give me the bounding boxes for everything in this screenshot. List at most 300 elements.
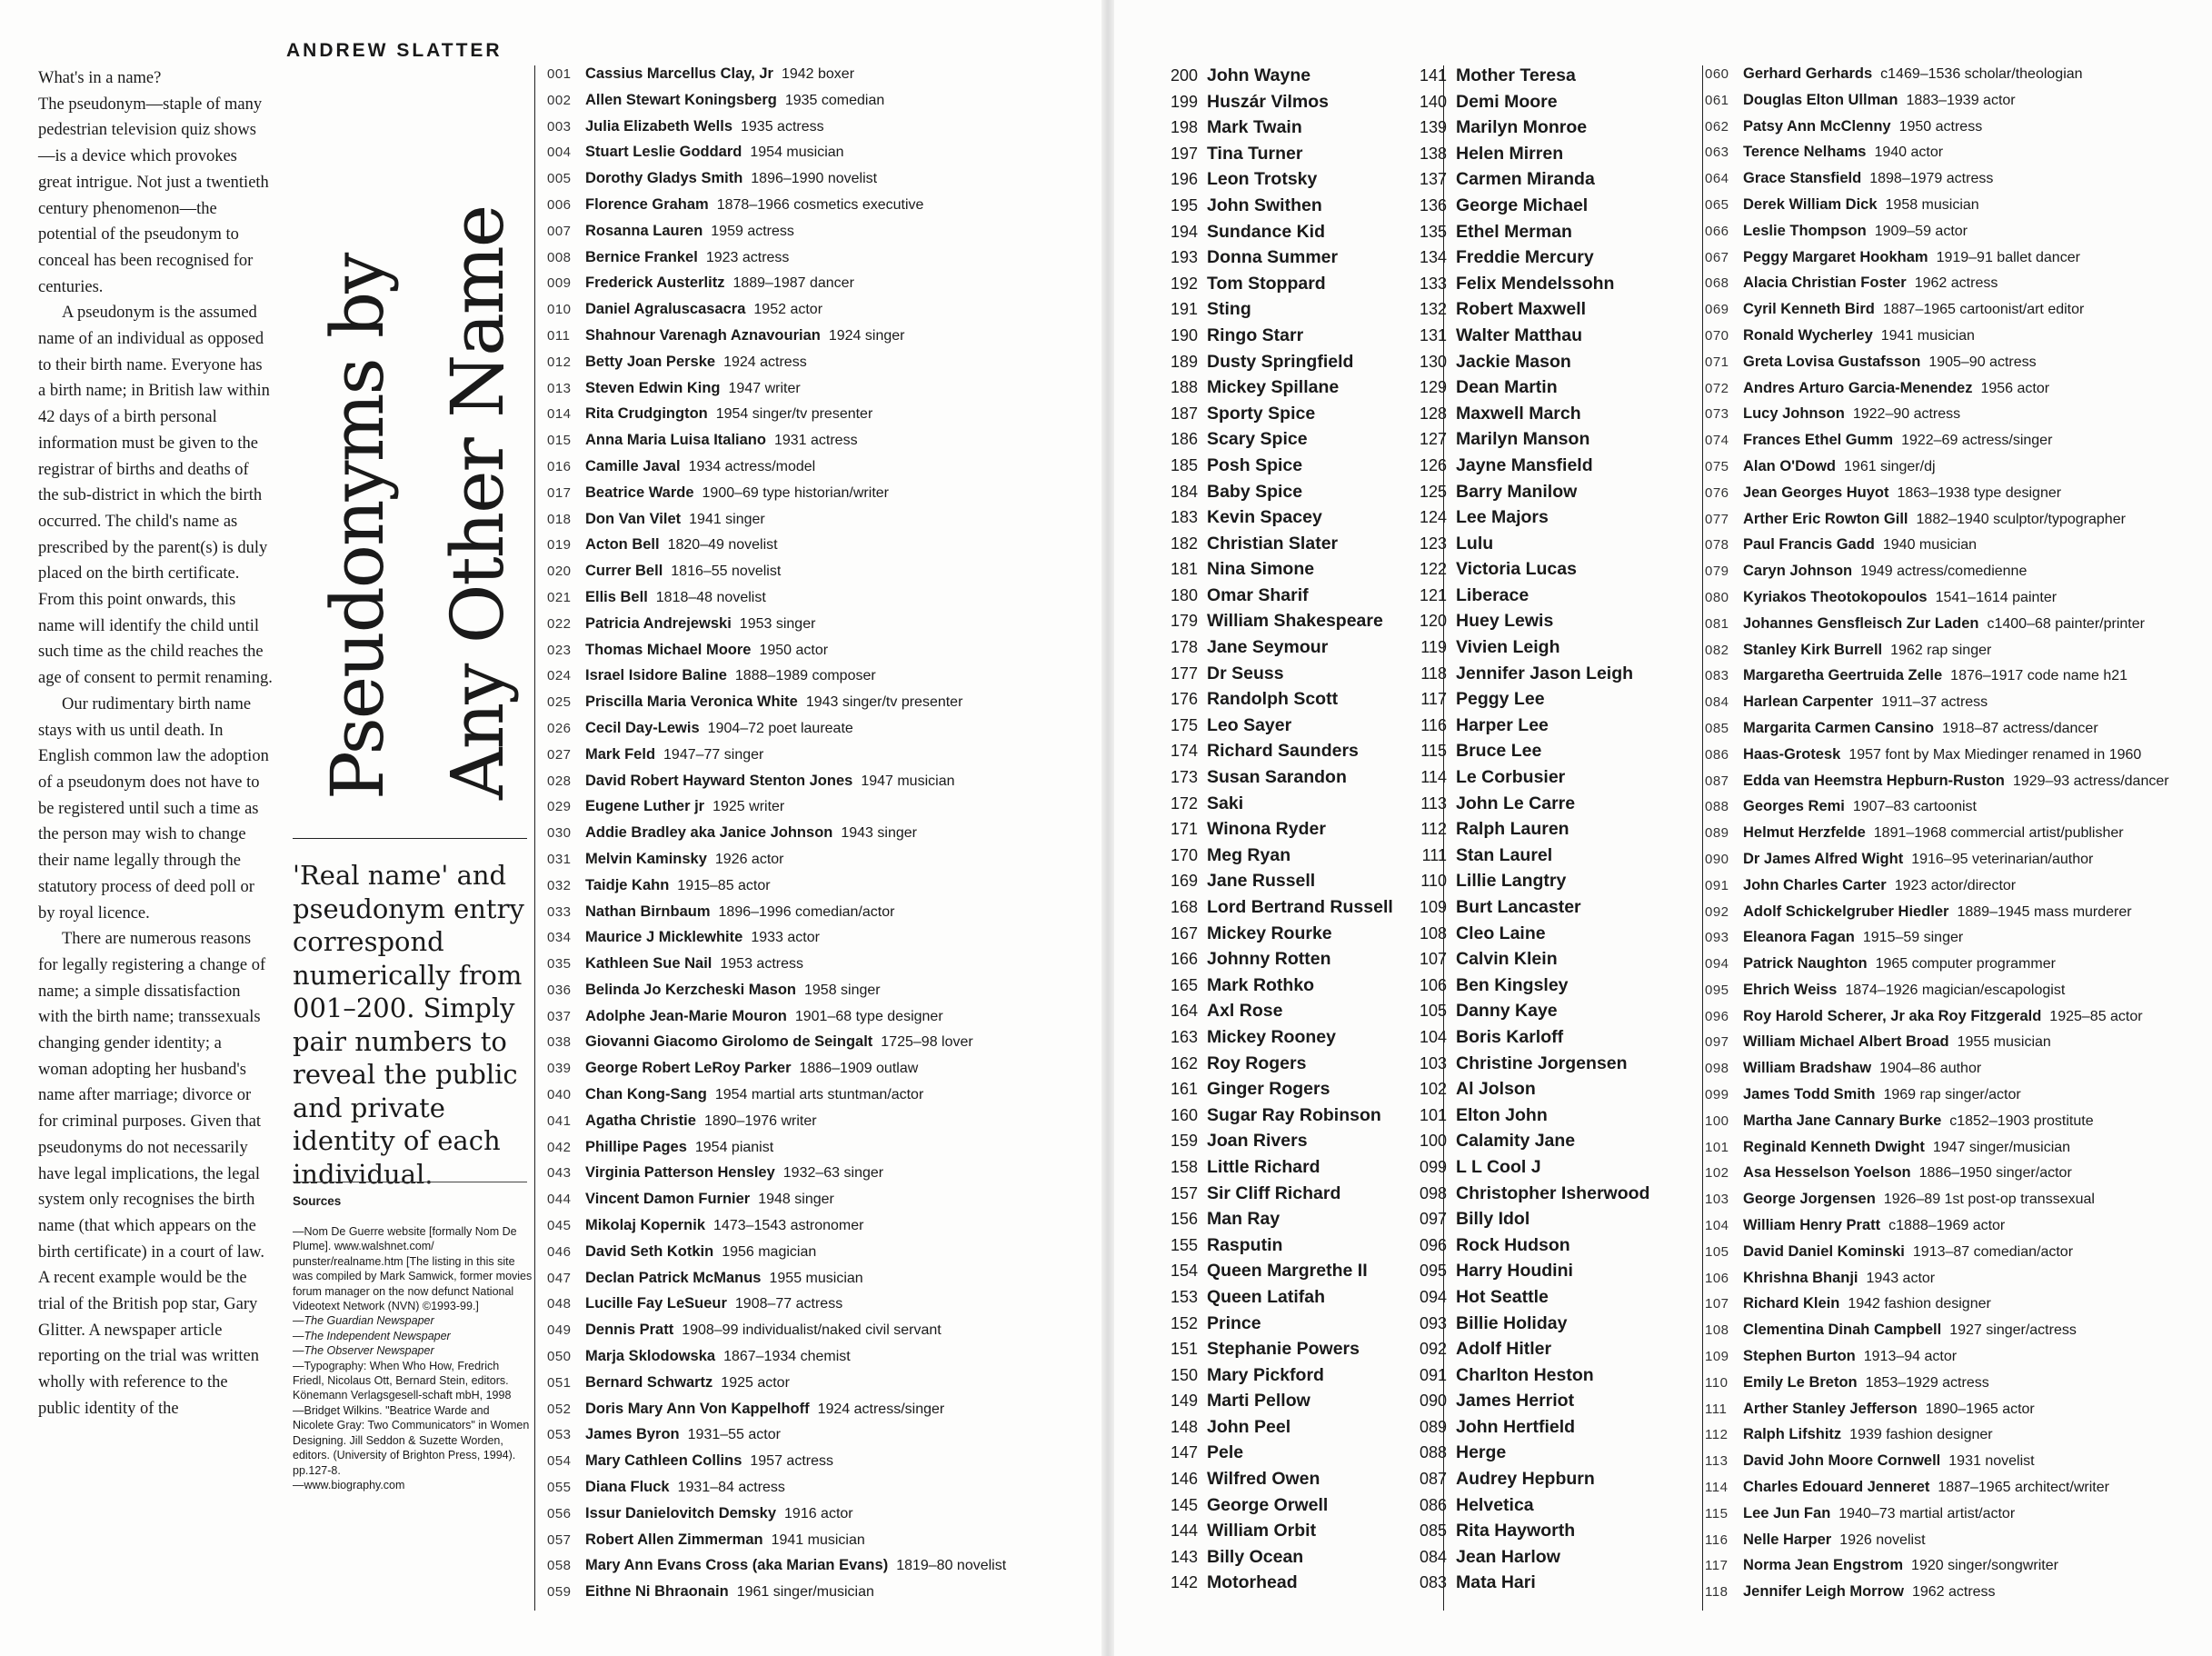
entry-number: 110 xyxy=(1420,872,1447,891)
entry-description: 1956 magician xyxy=(722,1243,817,1260)
pseudonyms-list-a xyxy=(1161,65,1393,1599)
entry-number: 140 xyxy=(1419,92,1447,111)
divider xyxy=(293,838,527,839)
entry-number: 028 xyxy=(547,773,572,789)
entry-number: 089 xyxy=(1419,1417,1447,1436)
entry-name: Pele xyxy=(1207,1442,1244,1463)
entry-description: 1915–85 actor xyxy=(677,877,771,893)
real-name-entry xyxy=(547,1243,1006,1270)
entry-number: 116 xyxy=(1705,1531,1729,1548)
entry-name: Marilyn Monroe xyxy=(1456,117,1588,138)
entry-name: Rock Hudson xyxy=(1456,1234,1570,1255)
entry-name: Jayne Mansfield xyxy=(1456,454,1593,475)
entry-description: 1950 actor xyxy=(759,642,829,658)
entry-number: 157 xyxy=(1170,1183,1198,1202)
entry-name: Dusty Springfield xyxy=(1207,351,1354,372)
pseudonym-entry xyxy=(1410,715,1649,742)
entry-number: 017 xyxy=(547,484,572,501)
entry-description: 1901–68 type designer xyxy=(794,1008,943,1024)
entry-name: Mickey Spillane xyxy=(1207,377,1340,398)
entry-number: 088 xyxy=(1705,799,1729,815)
pseudonym-entry xyxy=(1161,715,1393,742)
entry-name: Adolf Schickelgruber Hiedler xyxy=(1743,903,1949,920)
entry-description: 1473–1543 astronomer xyxy=(713,1218,864,1234)
entry-number: 042 xyxy=(547,1139,572,1155)
entry-number: 039 xyxy=(547,1061,572,1077)
entry-name: Lucille Fay LeSueur xyxy=(585,1295,727,1312)
entry-number: 198 xyxy=(1170,118,1198,137)
entry-description: 1900–69 type historian/writer xyxy=(702,484,889,501)
pseudonym-entry xyxy=(1410,1183,1649,1210)
entry-number: 197 xyxy=(1170,144,1198,163)
real-name-entry xyxy=(547,1505,1006,1531)
pseudonym-entry xyxy=(1410,92,1649,118)
entry-description: 1955 musician xyxy=(1957,1034,2051,1051)
page-gutter xyxy=(1101,0,1114,1656)
entry-number: 065 xyxy=(1705,196,1729,213)
entry-number: 012 xyxy=(547,354,572,370)
entry-name: John Le Carre xyxy=(1456,793,1576,813)
entry-number: 018 xyxy=(547,511,572,527)
real-name-entry xyxy=(1705,511,2169,537)
entry-number: 004 xyxy=(547,145,572,161)
entry-name: Lee Jun Fan xyxy=(1743,1504,1831,1521)
real-names-list-a xyxy=(547,65,1006,1610)
entry-description: 1962 rap singer xyxy=(1890,642,1992,658)
entry-number: 085 xyxy=(1705,720,1729,736)
entry-number: 082 xyxy=(1705,642,1729,658)
entry-name: Roy Harold Scherer, Jr aka Roy Fitzgerald xyxy=(1743,1007,2042,1024)
entry-description: 1883–1939 actor xyxy=(1906,92,2016,108)
pseudonym-entry xyxy=(1161,299,1393,325)
entry-name: Belinda Jo Kerzcheski Mason xyxy=(585,981,796,998)
entry-number: 019 xyxy=(547,537,572,554)
entry-description: 1904–86 author xyxy=(1879,1061,1982,1077)
entry-name: Lillie Langtry xyxy=(1456,871,1567,892)
real-name-entry xyxy=(1705,667,2169,693)
pseudonym-entry xyxy=(1161,1365,1393,1392)
entry-description: 1925 actor xyxy=(721,1374,790,1391)
entry-description: 1916–95 veterinarian/author xyxy=(1911,851,2094,867)
pseudonym-entry xyxy=(1161,1079,1393,1105)
entry-description: 1919–91 ballet dancer xyxy=(1936,249,2080,265)
entry-name: David Robert Hayward Stenton Jones xyxy=(585,772,853,789)
entry-number: 084 xyxy=(1419,1547,1447,1566)
entry-description: 1913–94 actor xyxy=(1863,1349,1958,1365)
title-line-1: Pseudonyms by xyxy=(315,254,400,800)
entry-name: Christopher Isherwood xyxy=(1456,1182,1650,1203)
entry-description: 1965 computer programmer xyxy=(1875,956,2056,973)
entry-name: Bruce Lee xyxy=(1456,741,1542,762)
entry-number: 034 xyxy=(547,930,572,946)
entry-description: 1961 singer/musician xyxy=(736,1584,874,1601)
entry-name: Bernard Schwartz xyxy=(585,1373,713,1391)
entry-number: 139 xyxy=(1419,118,1447,137)
pseudonym-entry xyxy=(1161,871,1393,897)
source-item: —The Observer Newspaper xyxy=(293,1344,434,1358)
pseudonym-entry xyxy=(1410,482,1649,508)
pseudonym-entry xyxy=(1410,1365,1649,1392)
real-name-entry xyxy=(1705,458,2169,484)
entry-description: 1909–59 actor xyxy=(1874,223,1968,239)
entry-description: 1819–80 novelist xyxy=(896,1558,1007,1574)
entry-description: 1943 actor xyxy=(1866,1270,1936,1286)
real-name-entry xyxy=(1705,1401,2169,1427)
pseudonym-entry xyxy=(1161,1131,1393,1157)
real-name-entry xyxy=(547,458,1006,484)
real-name-entry xyxy=(547,642,1006,668)
entry-description: 1905–90 actress xyxy=(1928,354,2037,370)
real-name-entry xyxy=(547,1191,1006,1217)
pseudonym-entry xyxy=(1410,871,1649,897)
entry-name: Virginia Patterson Hensley xyxy=(585,1164,775,1182)
entry-number: 077 xyxy=(1705,511,1729,527)
entry-name: Douglas Elton Ullman xyxy=(1743,91,1898,108)
entry-description: 1926 actor xyxy=(714,851,784,867)
real-name-entry xyxy=(547,746,1006,773)
entry-number: 158 xyxy=(1170,1157,1198,1176)
entry-name: Charles Edouard Jenneret xyxy=(1743,1479,1930,1496)
entry-number: 191 xyxy=(1170,300,1198,319)
entry-description: 1943 singer/tv presenter xyxy=(805,694,963,711)
entry-description: 1955 musician xyxy=(769,1270,863,1286)
entry-number: 150 xyxy=(1170,1365,1198,1384)
real-name-entry xyxy=(547,1112,1006,1139)
entry-number: 048 xyxy=(547,1296,572,1312)
pseudonym-entry xyxy=(1161,1287,1393,1313)
entry-name: Man Ray xyxy=(1207,1209,1280,1230)
entry-name: Eithne Ni Bhraonain xyxy=(585,1583,729,1601)
real-name-entry xyxy=(1705,1426,2169,1452)
entry-description: 1957 actress xyxy=(750,1453,833,1470)
entry-name: Eugene Luther jr xyxy=(585,798,705,815)
pseudonym-entry xyxy=(1161,482,1393,508)
entry-number: 146 xyxy=(1170,1470,1198,1489)
pseudonym-entry xyxy=(1410,1469,1649,1495)
entry-number: 166 xyxy=(1170,950,1198,969)
real-name-entry xyxy=(1705,1008,2169,1034)
entry-number: 119 xyxy=(1420,638,1447,657)
entry-number: 103 xyxy=(1419,1053,1447,1072)
entry-number: 055 xyxy=(547,1480,572,1496)
entry-name: Mark Rothko xyxy=(1207,974,1315,995)
entry-name: Reginald Kenneth Dwight xyxy=(1743,1138,1925,1155)
entry-name: David Seth Kotkin xyxy=(585,1242,714,1260)
real-name-entry xyxy=(1705,877,2169,903)
pseudonym-entry xyxy=(1161,65,1393,92)
entry-number: 010 xyxy=(547,302,572,318)
entry-name: Christian Slater xyxy=(1207,533,1339,554)
entry-description: 1923 actress xyxy=(705,249,790,265)
real-name-entry xyxy=(547,1531,1006,1558)
entry-name: David John Moore Cornwell xyxy=(1743,1452,1941,1470)
entry-number: 006 xyxy=(547,196,572,213)
entry-description: 1898–1979 actress xyxy=(1869,171,1994,187)
entry-number: 183 xyxy=(1170,508,1198,527)
pseudonym-entry xyxy=(1410,1391,1649,1417)
real-name-entry xyxy=(547,1008,1006,1034)
entry-name: Queen Margrethe II xyxy=(1207,1261,1368,1282)
entry-name: William Orbit xyxy=(1207,1521,1317,1541)
entry-name: Rosanna Lauren xyxy=(585,222,703,239)
entry-description: 1942 boxer xyxy=(781,66,855,82)
entry-number: 110 xyxy=(1705,1374,1729,1391)
entry-number: 112 xyxy=(1420,820,1447,839)
entry-number: 024 xyxy=(547,668,572,684)
entry-name: Mary Cathleen Collins xyxy=(585,1452,742,1470)
entry-number: 143 xyxy=(1170,1547,1198,1566)
entry-description: 1908–99 individualist/naked civil servant xyxy=(682,1322,942,1339)
entry-number: 126 xyxy=(1419,455,1447,474)
entry-name: Stuart Leslie Goddard xyxy=(585,144,742,161)
entry-name: John Wayne xyxy=(1207,65,1311,85)
entry-name: Terence Nelhams xyxy=(1743,144,1867,161)
real-name-entry xyxy=(547,170,1006,196)
entry-number: 112 xyxy=(1705,1427,1729,1443)
entry-name: Paul Francis Gadd xyxy=(1743,536,1875,554)
entry-name: Motorhead xyxy=(1207,1572,1298,1593)
real-name-entry xyxy=(547,92,1006,118)
entry-name: Martha Jane Cannary Burke xyxy=(1743,1112,1942,1129)
pseudonym-entry xyxy=(1410,1572,1649,1599)
pseudonym-entry xyxy=(1161,689,1393,715)
entry-number: 186 xyxy=(1170,430,1198,449)
entry-number: 027 xyxy=(547,746,572,763)
entry-name: Calamity Jane xyxy=(1456,1131,1576,1152)
entry-name: George Jorgensen xyxy=(1743,1191,1876,1208)
entry-number: 121 xyxy=(1419,585,1447,604)
entry-name: Greta Lovisa Gustafsson xyxy=(1743,353,1921,370)
entry-number: 038 xyxy=(547,1034,572,1051)
entry-description: 1920 singer/songwriter xyxy=(1911,1558,2058,1574)
entry-name: Christine Jorgensen xyxy=(1456,1052,1628,1073)
entry-name: Bernice Frankel xyxy=(585,248,698,265)
pseudonym-entry xyxy=(1161,247,1393,274)
entry-name: Leslie Thompson xyxy=(1743,222,1867,239)
entry-name: William Shakespeare xyxy=(1207,611,1383,632)
entry-name: John Peel xyxy=(1207,1416,1291,1437)
pseudonym-entry xyxy=(1410,1261,1649,1287)
real-name-entry xyxy=(547,301,1006,327)
entry-name: Peggy Lee xyxy=(1456,689,1545,710)
entry-number: 046 xyxy=(547,1243,572,1260)
pseudonym-entry xyxy=(1410,975,1649,1002)
real-name-entry xyxy=(1705,903,2169,930)
entry-number: 107 xyxy=(1419,950,1447,969)
real-name-entry xyxy=(547,484,1006,511)
real-name-entry xyxy=(547,824,1006,851)
entry-number: 138 xyxy=(1419,144,1447,163)
entry-description: 1863–1938 type designer xyxy=(1897,484,2062,501)
essay-paragraph: There are numerous reasons for legally registering a change of name; a simple dissatisfaction with the birth name; transsexuals changing gender identity; a woman adopting her husband's name after marriage; divorce or for criminal purposes. Given that pseudonyms do not necessarily have legal implications, the legal system only recognises the birth name (that which appears on the birth certificate) in a court of law. A recent example would be the trial of the British pop star, Gary Glitter. A newspaper article reporting on the trial was written wholly with reference to the public identity of the xyxy=(38,930,266,1418)
entry-name: Mother Teresa xyxy=(1456,65,1576,85)
pseudonym-entry xyxy=(1161,352,1393,378)
entry-name: Camille Javal xyxy=(585,457,681,474)
entry-number: 076 xyxy=(1705,484,1729,501)
entry-number: 131 xyxy=(1419,325,1447,344)
pseudonym-entry xyxy=(1410,897,1649,923)
pseudonym-entry xyxy=(1410,1105,1649,1132)
entry-number: 099 xyxy=(1705,1087,1729,1103)
entry-number: 090 xyxy=(1419,1392,1447,1411)
entry-description: 1896–1990 novelist xyxy=(751,171,878,187)
entry-description: 1876–1917 code name h21 xyxy=(1950,668,2128,684)
entry-name: Allen Stewart Koningsberg xyxy=(585,91,777,108)
entry-number: 002 xyxy=(547,92,572,108)
entry-number: 098 xyxy=(1705,1061,1729,1077)
entry-number: 156 xyxy=(1170,1210,1198,1229)
entry-name: Frances Ethel Gumm xyxy=(1743,432,1894,449)
pseudonym-entry xyxy=(1410,507,1649,534)
entry-description: 1878–1966 cosmetics executive xyxy=(716,196,924,213)
entry-number: 160 xyxy=(1170,1105,1198,1124)
entry-name: Stephanie Powers xyxy=(1207,1339,1360,1360)
entry-number: 091 xyxy=(1419,1365,1447,1384)
entry-name: L L Cool J xyxy=(1456,1156,1541,1177)
entry-number: 170 xyxy=(1170,845,1198,864)
entry-number: 134 xyxy=(1419,248,1447,267)
pseudonyms-list-b xyxy=(1410,65,1649,1599)
pseudonym-entry xyxy=(1161,585,1393,612)
entry-description: 1940 actor xyxy=(1874,145,1944,161)
real-name-entry xyxy=(547,1583,1006,1610)
real-name-entry xyxy=(1705,405,2169,432)
entry-description: 1954 pianist xyxy=(694,1139,774,1155)
real-name-entry xyxy=(547,903,1006,930)
entry-number: 020 xyxy=(547,564,572,580)
entry-number: 047 xyxy=(547,1270,572,1286)
entry-number: 117 xyxy=(1705,1558,1729,1574)
real-name-entry xyxy=(1705,1191,2169,1217)
entry-name: Agatha Christie xyxy=(585,1112,696,1129)
essay-paragraph: A pseudonym is the assumed name of an individual as opposed to their birth name. Everyone has a birth name; in British law within 42 days of a birth personal information must be given to the registrar of births and deaths of the sub-district in which the birth occurred. The child's name as prescribed by the parent(s) is duly placed on the birth certificate. From this point onwards, this name will identify the child until such time as the child reaches the age of consent to permit renaming. xyxy=(38,304,273,688)
pseudonym-entry xyxy=(1161,793,1393,820)
pseudonym-entry xyxy=(1410,299,1649,325)
pull-quote: 'Real name' and pseudonym entry correspond numerically from 001–200. Simply pair numbers to reveal the public and private identity of each individual. xyxy=(293,860,524,1190)
entry-name: Kyriakos Theotokopoulos xyxy=(1743,588,1928,605)
entry-name: Kathleen Sue Nail xyxy=(585,955,712,973)
entry-name: Mark Twain xyxy=(1207,117,1302,138)
entry-name: Stanley Kirk Burrell xyxy=(1743,641,1883,658)
essay-paragraph: The pseudonym—staple of many pedestrian television quiz shows—is a device which provokes great intrigue. Not just a twentieth century phenomenon—the potential of the pseudonym to conceal has been recognised for centuries. xyxy=(38,95,269,296)
column-rule xyxy=(534,65,535,1611)
entry-number: 104 xyxy=(1419,1027,1447,1046)
entry-description: 1947 writer xyxy=(728,380,801,396)
entry-description: 1886–1950 singer/actor xyxy=(1918,1165,2072,1182)
real-name-entry xyxy=(547,955,1006,982)
entry-name: Meg Ryan xyxy=(1207,844,1291,865)
entry-number: 060 xyxy=(1705,66,1729,82)
entry-name: Mark Feld xyxy=(585,745,656,763)
entry-number: 113 xyxy=(1420,793,1447,813)
entry-number: 102 xyxy=(1705,1165,1729,1182)
pseudonym-entry xyxy=(1161,325,1393,352)
entry-number: 070 xyxy=(1705,327,1729,344)
entry-number: 059 xyxy=(547,1584,572,1601)
entry-description: 1890–1965 actor xyxy=(1925,1401,2035,1417)
entry-name: Helvetica xyxy=(1456,1494,1534,1515)
entry-description: 1907–83 cartoonist xyxy=(1852,799,1977,815)
entry-number: 053 xyxy=(547,1427,572,1443)
entry-name: Addie Bradley aka Janice Johnson xyxy=(585,824,833,842)
entry-name: Randolph Scott xyxy=(1207,689,1339,710)
entry-number: 109 xyxy=(1705,1349,1729,1365)
entry-name: Jean Georges Huyot xyxy=(1743,484,1889,501)
entry-number: 155 xyxy=(1170,1235,1198,1254)
entry-number: 031 xyxy=(547,851,572,867)
entry-name: Ginger Rogers xyxy=(1207,1079,1330,1100)
pseudonym-entry xyxy=(1410,404,1649,430)
real-name-entry xyxy=(1705,484,2169,511)
pseudonym-entry xyxy=(1410,663,1649,690)
entry-number: 137 xyxy=(1419,170,1447,189)
entry-number: 052 xyxy=(547,1401,572,1417)
entry-number: 008 xyxy=(547,249,572,265)
real-name-entry xyxy=(547,1164,1006,1191)
entry-number: 120 xyxy=(1419,612,1447,631)
entry-description: 1891–1968 commercial artist/publisher xyxy=(1873,825,2124,842)
entry-number: 058 xyxy=(547,1558,572,1574)
entry-name: Sir Cliff Richard xyxy=(1207,1182,1341,1203)
entry-name: Dr Seuss xyxy=(1207,663,1284,683)
entry-number: 103 xyxy=(1705,1192,1729,1208)
entry-number: 167 xyxy=(1170,923,1198,943)
entry-number: 108 xyxy=(1705,1322,1729,1339)
entry-name: Stan Laurel xyxy=(1456,844,1553,865)
entry-name: Marilyn Manson xyxy=(1456,429,1590,450)
entry-name: Wilfred Owen xyxy=(1207,1469,1320,1490)
entry-name: John Hertfield xyxy=(1456,1416,1576,1437)
real-name-entry xyxy=(1705,798,2169,824)
pseudonym-entry xyxy=(1161,117,1393,144)
pseudonym-entry xyxy=(1410,689,1649,715)
entry-name: Adolf Hitler xyxy=(1456,1339,1552,1360)
pseudonym-entry xyxy=(1410,1339,1649,1365)
entry-number: 105 xyxy=(1419,1002,1447,1021)
entry-name: Derek William Dick xyxy=(1743,195,1878,213)
real-name-entry xyxy=(547,249,1006,275)
essay-heading: What's in a name? xyxy=(38,69,162,87)
entry-name: William Bradshaw xyxy=(1743,1060,1872,1077)
entry-name: Alan O'Dowd xyxy=(1743,457,1837,474)
entry-number: 180 xyxy=(1170,585,1198,604)
entry-description: 1933 actor xyxy=(751,930,820,946)
entry-name: Shahnour Varenagh Aznavourian xyxy=(585,326,821,344)
entry-number: 141 xyxy=(1419,66,1447,85)
entry-number: 145 xyxy=(1170,1495,1198,1514)
pseudonym-entry xyxy=(1161,1547,1393,1573)
entry-description: 1911–37 actress xyxy=(1881,694,1988,711)
entry-number: 032 xyxy=(547,877,572,893)
entry-number: 083 xyxy=(1419,1573,1447,1592)
entry-name: Edda van Heemstra Hepburn-Ruston xyxy=(1743,772,2005,789)
pseudonym-entry xyxy=(1410,1521,1649,1547)
entry-number: 115 xyxy=(1705,1505,1729,1521)
real-name-entry xyxy=(1705,170,2169,196)
pseudonym-entry xyxy=(1410,429,1649,455)
entry-number: 075 xyxy=(1705,458,1729,474)
entry-description: 1853–1929 actress xyxy=(1865,1374,1989,1391)
entry-number: 106 xyxy=(1705,1270,1729,1286)
real-name-entry xyxy=(547,1557,1006,1583)
pseudonym-entry xyxy=(1410,455,1649,482)
entry-number: 033 xyxy=(547,903,572,920)
entry-description: 1867–1934 chemist xyxy=(723,1349,851,1365)
real-name-entry xyxy=(1705,144,2169,170)
entry-number: 092 xyxy=(1705,903,1729,920)
entry-number: 029 xyxy=(547,799,572,815)
pseudonym-entry xyxy=(1410,793,1649,820)
